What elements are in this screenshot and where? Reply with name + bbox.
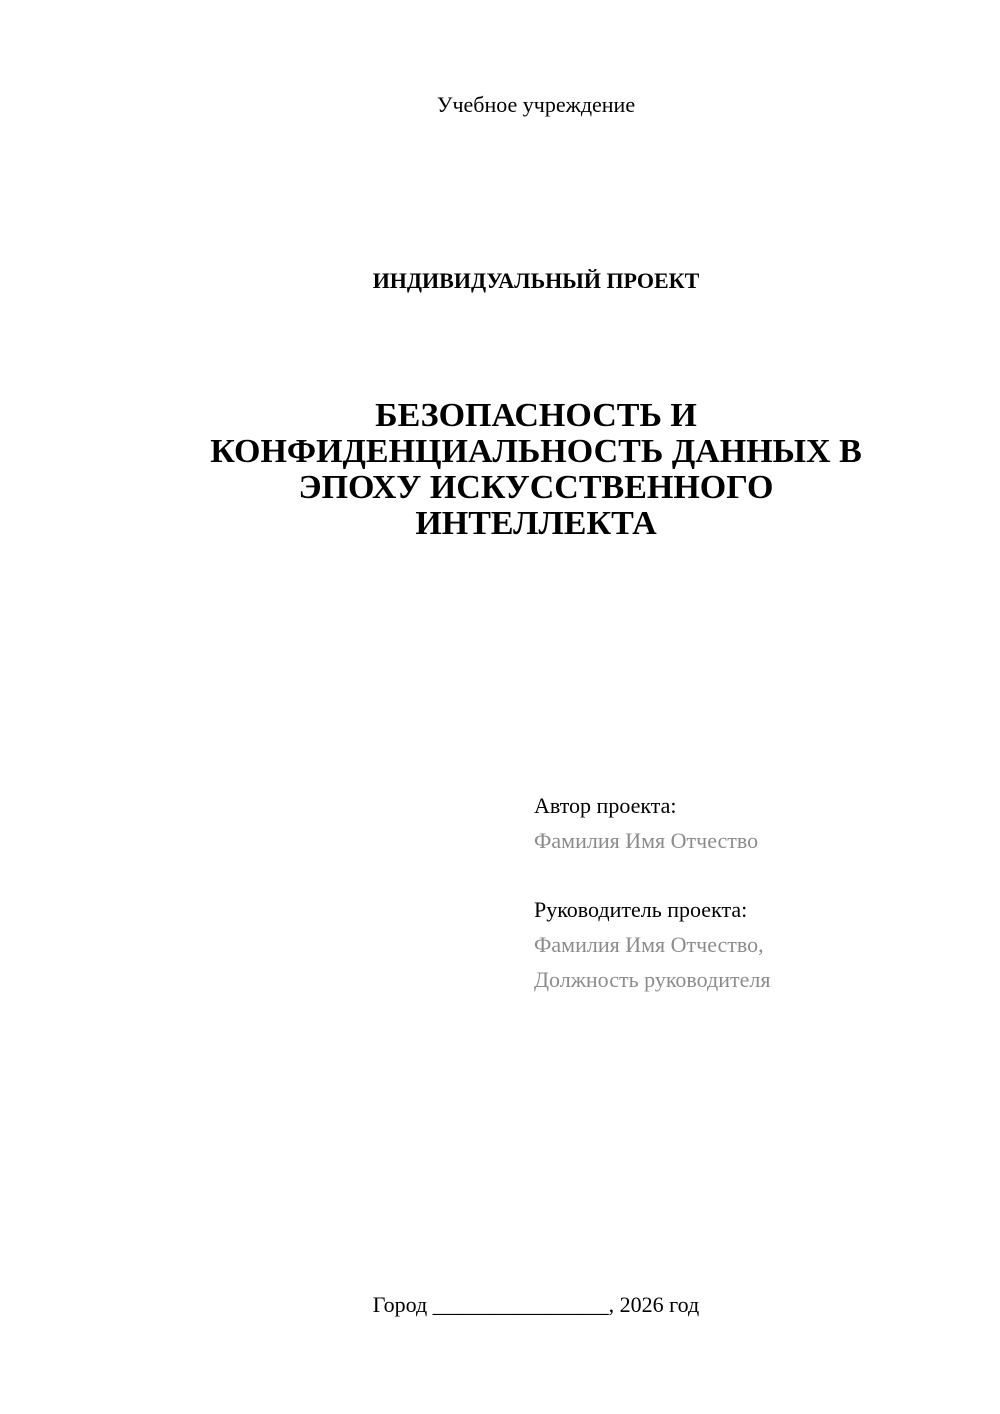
supervisor-position-placeholder: Должность руководителя: [534, 967, 771, 992]
project-title-line: КОНФИДЕНЦИАЛЬНОСТЬ ДАННЫХ В: [210, 433, 862, 470]
project-type-heading: ИНДИВИДУАЛЬНЫЙ ПРОЕКТ: [372, 268, 700, 293]
city-year-line: Город ________________, 2026 год: [372, 1292, 700, 1317]
supervisor-block: [534, 892, 974, 997]
supervisor-name-placeholder: Фамилия Имя Отчество,: [534, 932, 764, 957]
project-title-line: ЭПОХУ ИСКУССТВЕННОГО: [298, 469, 774, 506]
project-title-line: ИНТЕЛЛЕКТА: [415, 505, 657, 542]
project-title: [150, 398, 922, 542]
project-title-line: БЕЗОПАСНОСТЬ И: [375, 397, 697, 434]
supervisor-label: Руководитель проекта:: [534, 897, 748, 922]
author-label: Автор проекта:: [534, 793, 677, 818]
institution-name: Учебное учреждение: [436, 92, 636, 117]
author-name-placeholder: Фамилия Имя Отчество: [534, 828, 759, 853]
author-block: [534, 788, 974, 858]
project-people: [534, 788, 974, 997]
